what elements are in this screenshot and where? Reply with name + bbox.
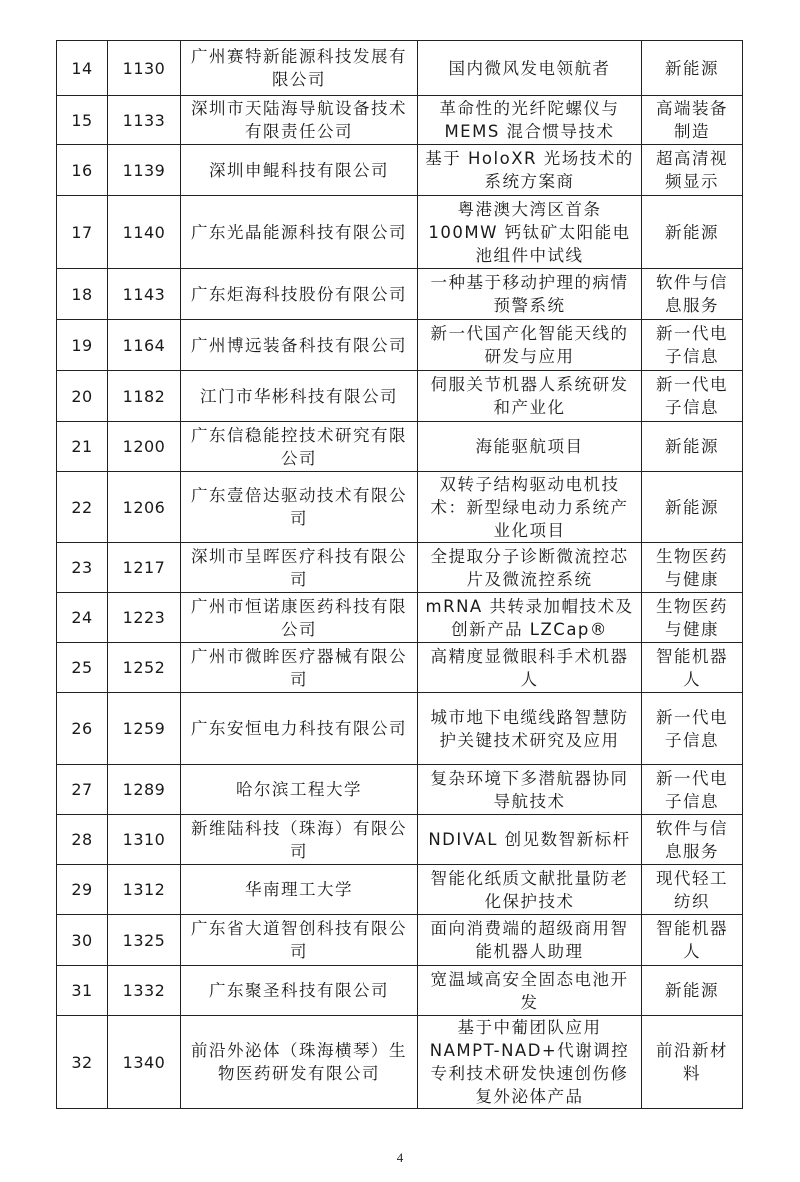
project-code: 1164 bbox=[108, 320, 181, 371]
company-name: 广州博远装备科技有限公司 bbox=[181, 320, 418, 371]
project-code: 1143 bbox=[108, 269, 181, 320]
table-row bbox=[57, 96, 743, 145]
industry-field: 生物医药与健康 bbox=[642, 543, 743, 593]
table-row bbox=[57, 320, 743, 371]
project-code: 1325 bbox=[108, 915, 181, 966]
project-name: 高精度显微眼科手术机器人 bbox=[418, 643, 642, 693]
company-name: 广东壹倍达驱动技术有限公司 bbox=[181, 472, 418, 543]
project-code: 1206 bbox=[108, 472, 181, 543]
company-name: 江门市华彬科技有限公司 bbox=[181, 371, 418, 422]
project-name: 复杂环境下多潜航器协同导航技术 bbox=[418, 765, 642, 815]
industry-field: 新能源 bbox=[642, 41, 743, 96]
project-name: 双转子结构驱动电机技术：新型绿电动力系统产业化项目 bbox=[418, 472, 642, 543]
project-name: 一种基于移动护理的病情预警系统 bbox=[418, 269, 642, 320]
project-code: 1182 bbox=[108, 371, 181, 422]
project-name: 粤港澳大湾区首条100MW 钙钛矿太阳能电池组件中试线 bbox=[418, 196, 642, 269]
company-name: 新维陆科技（珠海）有限公司 bbox=[181, 815, 418, 865]
project-code: 1217 bbox=[108, 543, 181, 593]
row-index: 31 bbox=[57, 966, 108, 1016]
industry-field: 智能机器人 bbox=[642, 643, 743, 693]
row-index: 25 bbox=[57, 643, 108, 693]
industry-field: 软件与信息服务 bbox=[642, 269, 743, 320]
company-name: 哈尔滨工程大学 bbox=[181, 765, 418, 815]
company-name: 广州市微眸医疗器械有限公司 bbox=[181, 643, 418, 693]
row-index: 14 bbox=[57, 41, 108, 96]
industry-field: 新能源 bbox=[642, 422, 743, 472]
row-index: 26 bbox=[57, 693, 108, 765]
industry-field: 超高清视频显示 bbox=[642, 145, 743, 196]
table-row bbox=[57, 966, 743, 1016]
row-index: 17 bbox=[57, 196, 108, 269]
company-name: 广东聚圣科技有限公司 bbox=[181, 966, 418, 1016]
industry-field: 现代轻工纺织 bbox=[642, 865, 743, 915]
project-code: 1259 bbox=[108, 693, 181, 765]
industry-field: 高端装备制造 bbox=[642, 96, 743, 145]
company-name: 广东安恒电力科技有限公司 bbox=[181, 693, 418, 765]
company-name: 广州赛特新能源科技发展有限公司 bbox=[181, 41, 418, 96]
company-name: 广东省大道智创科技有限公司 bbox=[181, 915, 418, 966]
table-row bbox=[57, 865, 743, 915]
row-index: 29 bbox=[57, 865, 108, 915]
table-row bbox=[57, 693, 743, 765]
industry-field: 新一代电子信息 bbox=[642, 765, 743, 815]
row-index: 15 bbox=[57, 96, 108, 145]
industry-field: 新能源 bbox=[642, 966, 743, 1016]
industry-field: 新一代电子信息 bbox=[642, 320, 743, 371]
industry-field: 生物医药与健康 bbox=[642, 593, 743, 643]
company-name: 华南理工大学 bbox=[181, 865, 418, 915]
project-name: mRNA 共转录加帽技术及创新产品 LZCap® bbox=[418, 593, 642, 643]
project-code: 1340 bbox=[108, 1016, 181, 1109]
industry-field: 智能机器人 bbox=[642, 915, 743, 966]
company-name: 广州市恒诺康医药科技有限公司 bbox=[181, 593, 418, 643]
industry-field: 新能源 bbox=[642, 472, 743, 543]
row-index: 19 bbox=[57, 320, 108, 371]
row-index: 32 bbox=[57, 1016, 108, 1109]
row-index: 30 bbox=[57, 915, 108, 966]
project-code: 1133 bbox=[108, 96, 181, 145]
company-name: 深圳市呈晖医疗科技有限公司 bbox=[181, 543, 418, 593]
project-name: 新一代国产化智能天线的研发与应用 bbox=[418, 320, 642, 371]
row-index: 22 bbox=[57, 472, 108, 543]
project-name: 国内微风发电领航者 bbox=[418, 41, 642, 96]
table-row bbox=[57, 472, 743, 543]
project-code: 1252 bbox=[108, 643, 181, 693]
industry-field: 前沿新材料 bbox=[642, 1016, 743, 1109]
company-name: 前沿外泌体（珠海横琴）生物医药研发有限公司 bbox=[181, 1016, 418, 1109]
project-code: 1140 bbox=[108, 196, 181, 269]
project-name: 城市地下电缆线路智慧防护关键技术研究及应用 bbox=[418, 693, 642, 765]
table-row bbox=[57, 915, 743, 966]
table-row bbox=[57, 41, 743, 96]
company-name: 深圳申鲲科技有限公司 bbox=[181, 145, 418, 196]
project-name: 宽温域高安全固态电池开发 bbox=[418, 966, 642, 1016]
table-row bbox=[57, 422, 743, 472]
row-index: 24 bbox=[57, 593, 108, 643]
table-row bbox=[57, 145, 743, 196]
table-row bbox=[57, 643, 743, 693]
company-name: 广东炬海科技股份有限公司 bbox=[181, 269, 418, 320]
row-index: 27 bbox=[57, 765, 108, 815]
table-row bbox=[57, 765, 743, 815]
page-number: 4 bbox=[396, 1150, 404, 1165]
project-name: 基于 HoloXR 光场技术的系统方案商 bbox=[418, 145, 642, 196]
row-index: 21 bbox=[57, 422, 108, 472]
row-index: 16 bbox=[57, 145, 108, 196]
industry-field: 新能源 bbox=[642, 196, 743, 269]
table-row bbox=[57, 815, 743, 865]
table-row bbox=[57, 371, 743, 422]
industry-field: 软件与信息服务 bbox=[642, 815, 743, 865]
company-name: 广东信稳能控技术研究有限公司 bbox=[181, 422, 418, 472]
row-index: 28 bbox=[57, 815, 108, 865]
project-code: 1223 bbox=[108, 593, 181, 643]
table-row bbox=[57, 593, 743, 643]
project-name: 海能驱航项目 bbox=[418, 422, 642, 472]
industry-field: 新一代电子信息 bbox=[642, 371, 743, 422]
project-name: 智能化纸质文献批量防老化保护技术 bbox=[418, 865, 642, 915]
project-code: 1289 bbox=[108, 765, 181, 815]
industry-field: 新一代电子信息 bbox=[642, 693, 743, 765]
company-name: 广东光晶能源科技有限公司 bbox=[181, 196, 418, 269]
project-code: 1139 bbox=[108, 145, 181, 196]
project-name: 面向消费端的超级商用智能机器人助理 bbox=[418, 915, 642, 966]
row-index: 20 bbox=[57, 371, 108, 422]
project-name: 全提取分子诊断微流控芯片及微流控系统 bbox=[418, 543, 642, 593]
table-row bbox=[57, 1016, 743, 1109]
table-row bbox=[57, 543, 743, 593]
project-code: 1200 bbox=[108, 422, 181, 472]
project-name: 基于中葡团队应用NAMPT-NAD+代谢调控专利技术研发快速创伤修复外泌体产品 bbox=[418, 1016, 642, 1109]
project-table bbox=[56, 40, 743, 1109]
table-row bbox=[57, 196, 743, 269]
project-code: 1130 bbox=[108, 41, 181, 96]
project-code: 1310 bbox=[108, 815, 181, 865]
project-name: 革命性的光纤陀螺仪与MEMS 混合惯导技术 bbox=[418, 96, 642, 145]
project-code: 1332 bbox=[108, 966, 181, 1016]
project-code: 1312 bbox=[108, 865, 181, 915]
table-row bbox=[57, 269, 743, 320]
project-name: 伺服关节机器人系统研发和产业化 bbox=[418, 371, 642, 422]
table-body bbox=[57, 41, 743, 1109]
row-index: 23 bbox=[57, 543, 108, 593]
project-name: NDIVAL 创见数智新标杆 bbox=[418, 815, 642, 865]
company-name: 深圳市天陆海导航设备技术有限责任公司 bbox=[181, 96, 418, 145]
row-index: 18 bbox=[57, 269, 108, 320]
